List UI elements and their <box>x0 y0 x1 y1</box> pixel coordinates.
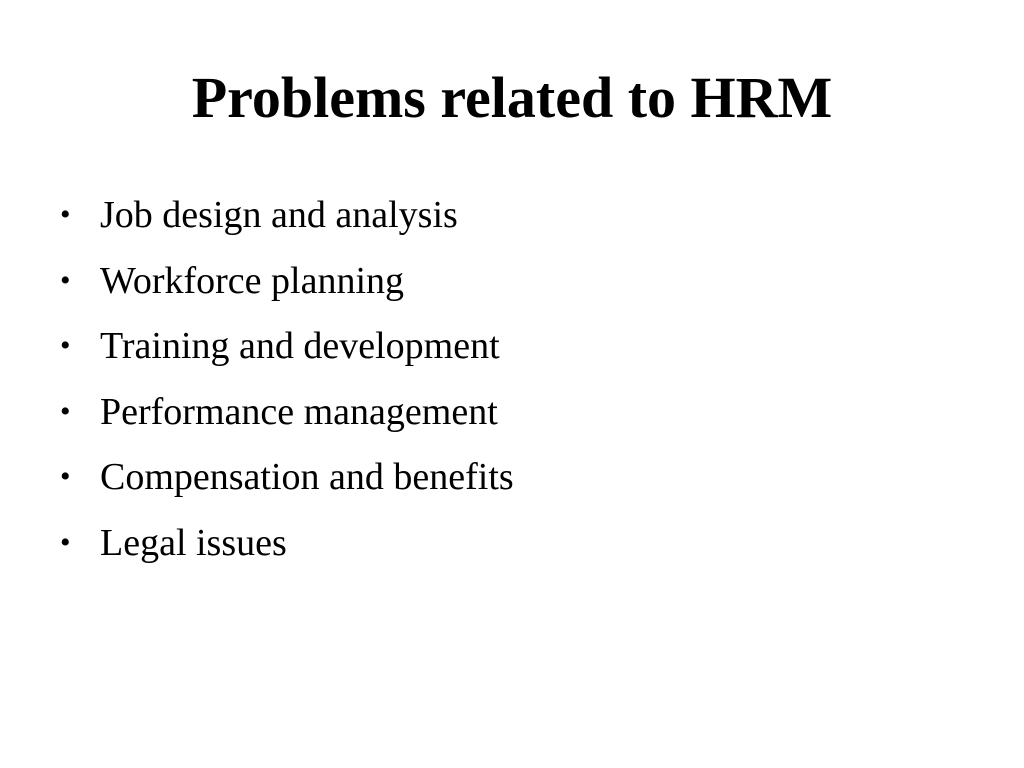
bullet-text: Legal issues <box>100 521 287 564</box>
bullet-text: Performance management <box>100 390 498 433</box>
bullet-icon: • <box>60 460 71 493</box>
bullet-text: Workforce planning <box>100 259 404 302</box>
bullet-icon: • <box>60 394 71 428</box>
bullet-icon: • <box>60 329 71 362</box>
bullet-icon: • <box>60 198 71 231</box>
bullet-icon: • <box>60 263 71 297</box>
bullet-icon: • <box>60 525 71 559</box>
bullet-text: Training and development <box>100 325 500 367</box>
bullet-text: Compensation and benefits <box>100 456 514 498</box>
slide-title: Problems related to HRM <box>191 65 833 130</box>
bullet-text: Job design and analysis <box>100 194 458 236</box>
